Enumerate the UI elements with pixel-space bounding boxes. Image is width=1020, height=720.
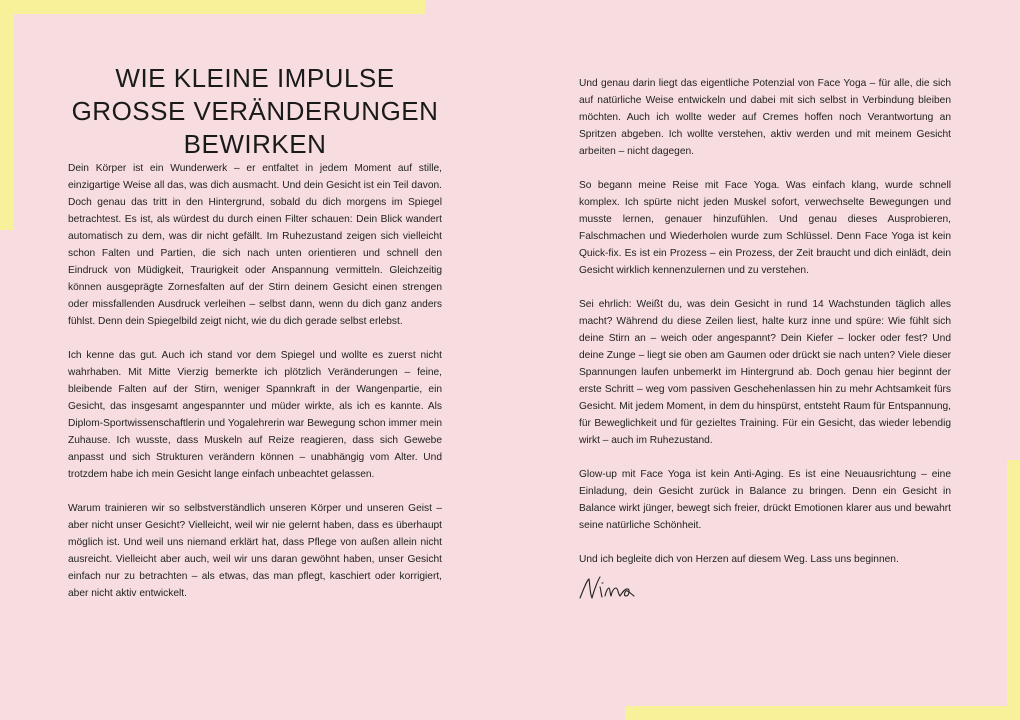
paragraph: Dein Körper ist ein Wunderwerk – er entfaltet in jedem Moment auf stille, einzigartige Weise all das, was dich ausmacht. Und dein Gesicht ist ein Teil davon. Doch genau das tritt in den Hintergrund, sobald du dich morgens im Spiegel betrachtest. Es ist, als würdest du durch einen Filter schauen: Dein Blick wandert automatisch zu dem, was dir nicht gefällt. Im Ruhezustand zeigen sich vielleicht schon Falten und Partien, die sich nach unten orientieren und schnell den Eindruck von Müdigkeit, Traurigkeit oder Anspannung vermitteln. Gleichzeitig können ausgeprägte Zornesfalten auf der Stirn deinem Gesicht einen strengen oder missfallenden Ausdruck verleihen – selbst dann, wenn du dich ganz anders fühlst. Denn dein Spiegelbild zeigt nicht, wie du dich gerade selbst erlebst. (68, 163, 442, 327)
paragraph: Und genau darin liegt das eigentliche Potenzial von Face Yoga – für alle, die sich auf natürliche Weise entwickeln und dabei mit sich selbst in Verbindung bleiben möchten. Auch ich wollte weder auf Cremes hoffen noch Verantwortung an Spritzen abgeben. Ich wollte verstehen, aktiv werden und mit meinem Gesicht arbeiten – nicht dagegen. (579, 78, 951, 157)
paragraph: Warum trainieren wir so selbstverständlich unseren Körper und unseren Geist – aber nicht unser Gesicht? Vielleicht, weil wir nie gelernt haben, dass es überhaupt möglich ist. Und weil uns niemand erklärt hat, dass Pflege von außen allein nicht ausreicht. Vielleicht aber auch, weil wir uns daran gewöhnt haben, unser Gesicht einfach nur zu betrachten – als etwas, das man pflegt, kaschiert oder korrigiert, aber nicht aktiv entwickelt. (68, 503, 442, 599)
paragraph: So begann meine Reise mit Face Yoga. Was einfach klang, wurde schnell komplex. Ich spürte nicht jeden Muskel sofort, verwechselte Bewegungen und musste lernen, genauer hinzufühlen. Und genau dieses Ausprobieren, Falschmachen und Wiederholen wurde zum Schlüssel. Denn Face Yoga ist kein Quick-fix. Es ist ein Prozess – ein Prozess, der Zeit braucht und dich einlädt, dein Gesicht wirklich kennenzulernen und zu verstehen. (579, 180, 951, 276)
paragraph: Glow-up mit Face Yoga ist kein Anti-Aging. Es ist eine Neuausrichtung – eine Einladung, dein Gesicht zurück in Balance zu bringen. Denn ein Gesicht in Balance wirkt jünger, bewegt sich freier, drückt Emotionen klarer aus und bewahrt seine natürliche Schönheit. (579, 469, 951, 531)
chapter-title: WIE KLEINE IMPULSE GROSSE VERÄNDERUNGEN BEWIRKEN (71, 63, 439, 159)
paragraph: Sei ehrlich: Weißt du, was dein Gesicht in rund 14 Wachstunden täglich alles macht? Während du diese Zeilen liest, halte kurz inne und spüre: Wie fühlt sich deine Stirn an – weich oder angespannt? Dein Kiefer – locker oder fest? Und deine Zunge – liegt sie oben am Gaumen oder drückt sie nach unten? Viele dieser Spannungen laufen unbemerkt im Hintergrund ab. Doch genau hier beginnt der erste Schritt – weg vom passiven Geschehenlassen hin zu mehr Achtsamkeit fürs Gesicht. Mit jedem Moment, in dem du hinspürst, entsteht Raum für Entspannung, für Beweglichkeit und für gezieltes Training. Für ein Gesicht, das wieder lebendig wirkt – auch im Ruhezustand. (579, 299, 951, 446)
paragraph: Ich kenne das gut. Auch ich stand vor dem Spiegel und wollte es zuerst nicht wahrhaben. Mit Mitte Vierzig bemerkte ich plötzlich Veränderungen – feine, bleibende Falten auf der Stirn, weniger Spannkraft in der Wangenpartie, ein Gesicht, das insgesamt angespannter und müder wirkte, als ich es kannte. Als Diplom-Sportwissenschaftlerin und Yogalehrerin war Bewegung schon immer mein Zuhause. Ich wusste, dass Muskeln auf Reize reagieren, dass sich Gewebe anpasst und sich Strukturen verändern können – unabhängig vom Alter. Und trotzdem habe ich mein Gesicht lange einfach unbeachtet gelassen. (68, 350, 442, 480)
signature-nina (578, 574, 638, 604)
right-body-text (579, 75, 951, 585)
paragraph: Und ich begleite dich von Herzen auf diesem Weg. Lass uns beginnen. (579, 554, 899, 565)
right-page (510, 0, 1020, 720)
left-body-text (68, 160, 442, 619)
